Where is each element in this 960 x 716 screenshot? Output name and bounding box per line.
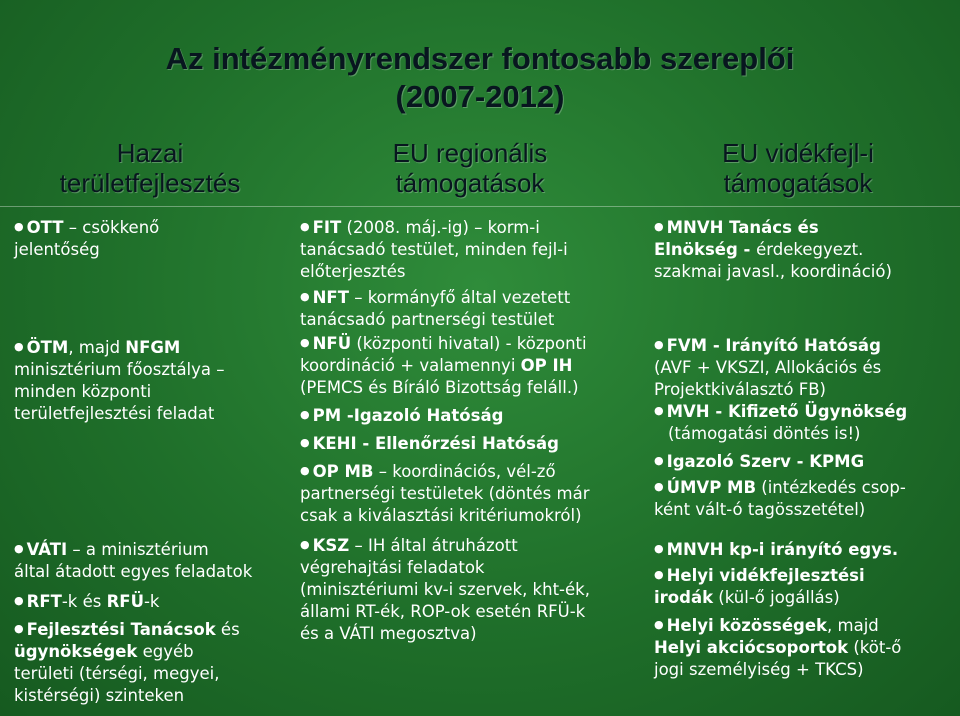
list-item-otm: ● ÖTM, majd NFGM minisztérium főosztálya – minden központi területfejlesztési feladat	[14, 338, 225, 423]
list-item-kehi: ● KEHI - Ellenőrzési Hatóság	[300, 434, 559, 453]
bullet-icon: ●	[654, 220, 664, 233]
list-item-fvm: ● FVM - Irányító Hatóság (AVF + VKSZI, Allokációs és Projektkiválasztó FB)	[654, 336, 882, 399]
header-eu-rural: EU vidékfejl-i támogatások	[722, 138, 874, 198]
slide-title	[0, 40, 960, 116]
bullet-icon: ●	[654, 542, 664, 555]
bullet-icon: ●	[654, 404, 664, 417]
header-divider	[0, 206, 960, 207]
bullet-icon: ●	[300, 436, 310, 449]
column-hazai	[14, 216, 286, 716]
list-item-helyi-irodak: ● Helyi vidékfejlesztési irodák (kül-ő jogállás)	[654, 566, 865, 607]
list-item-pm: ● PM -Igazoló Hatóság	[300, 406, 504, 425]
list-item-ksz: ● KSZ – IH által átruházott végrehajtási feladatok (minisztériumi kv-i szervek, kht-ék, állami RT-ék, ROP-ok esetén RFÜ-k és a VÁTI megosztva)	[300, 536, 590, 643]
bullet-icon: ●	[14, 622, 24, 635]
list-item-mvh: ● MVH - Kifizető Ügynökség (támogatási döntés is!)	[654, 402, 908, 443]
bullet-icon: ●	[300, 408, 310, 421]
bullet-icon: ●	[300, 290, 310, 303]
bullet-icon: ●	[654, 338, 664, 351]
list-item-mnvh-kp: ● MNVH kp-i irányító egys.	[654, 540, 899, 559]
bullet-icon: ●	[654, 480, 664, 493]
list-item-fit: ● FIT (2008. máj.-ig) – korm-i tanácsadó testület, minden fejl-i előterjesztés	[300, 218, 568, 281]
list-item-umvp: ● ÚMVP MB (intézkedés csop- ként vált-ó tagösszetétel)	[654, 478, 906, 519]
header-hazai: Hazai területfejlesztés	[59, 138, 241, 198]
list-item-mnvh: ● MNVH Tanács és Elnökség - érdekegyezt. szakmai javasl., koordináció)	[654, 218, 892, 281]
bullet-icon: ●	[300, 220, 310, 233]
list-item-fejlesztesi: ● Fejlesztési Tanácsok és ügynökségek egyéb területi (térségi, megyei, kistérségi) szinteken	[14, 620, 240, 705]
bullet-icon: ●	[654, 618, 664, 631]
bullet-icon: ●	[300, 336, 310, 349]
bullet-icon: ●	[14, 220, 24, 233]
list-item-ott: ● OTT – csökkenő jelentőség	[14, 218, 160, 259]
bullet-icon: ●	[300, 538, 310, 551]
bullet-icon: ●	[14, 542, 24, 555]
bullet-icon: ●	[14, 594, 24, 607]
bullet-icon: ●	[300, 464, 310, 477]
title-line-2: (2007-2012)	[395, 79, 565, 114]
list-item-vati: ● VÁTI – a minisztérium által átadott egyes feladatok	[14, 540, 253, 581]
list-item-op-mb: ● OP MB – koordinációs, vél-ző partnerségi testületek (döntés már csak a kiválasztási kritériumokról)	[300, 462, 590, 525]
bullet-icon: ●	[654, 454, 664, 467]
header-eu-regional: EU regionális támogatások	[392, 138, 548, 198]
list-item-helyi-kozossegek: ● Helyi közösségek, majd Helyi akciócsoportok (köt-ő jogi személyiség + TKCS)	[654, 616, 902, 679]
column-eu-rural	[654, 216, 954, 716]
list-item-nft: ● NFT – kormányfő által vezetett tanácsadó partnerségi testület	[300, 288, 571, 329]
list-item-rft: ● RFT-k és RFÜ-k	[14, 592, 160, 611]
list-item-igazolo-szerv: ● Igazoló Szerv - KPMG	[654, 452, 865, 471]
column-eu-regional	[300, 216, 645, 716]
title-line-1: Az intézményrendszer fontosabb szereplői	[165, 41, 795, 76]
bullet-icon: ●	[14, 340, 24, 353]
list-item-nfu: ● NFÜ (központi hivatal) - központi koordináció + valamennyi OP IH (PEMCS és Bíráló Bizottság feláll.)	[300, 334, 587, 397]
bullet-icon: ●	[654, 568, 664, 581]
